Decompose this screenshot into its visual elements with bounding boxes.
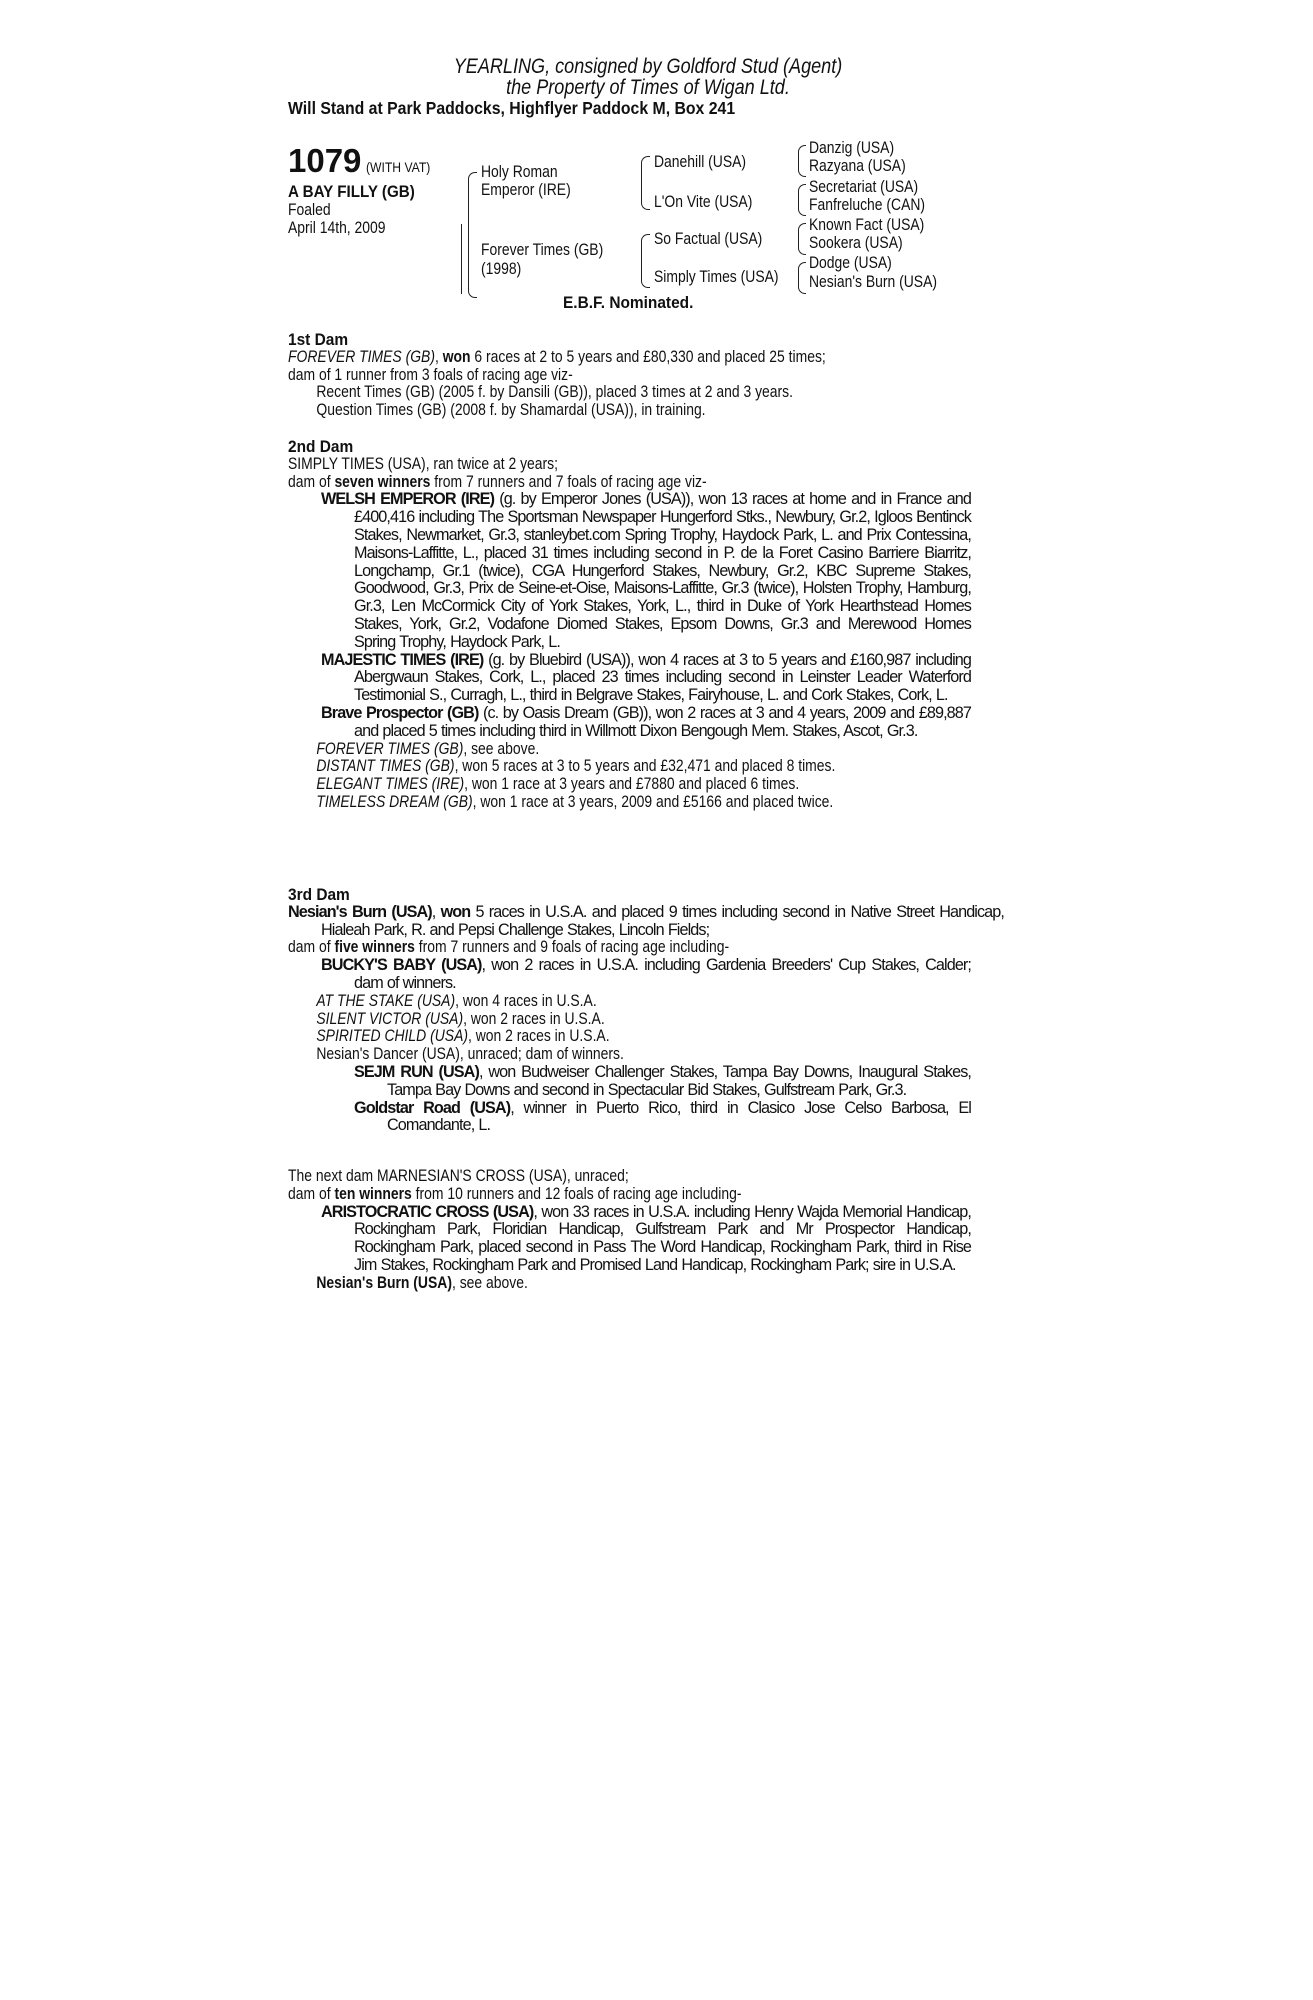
- horse-record: (c. by Oasis Dream (GB)), won 2 races at 3 and 4 years, 2009 and £89,887 and placed 5 times including third in Willmott Dixon Bengough Mem. Stakes, Ascot, Gr.3.: [354, 703, 971, 740]
- horse-record: , winner in Puerto Rico, third in Clasico Jose Celso Barbosa, El Comandante, L.: [387, 1098, 971, 1135]
- pedigree: [288, 139, 1008, 294]
- dam-of-text: dam of: [288, 938, 335, 957]
- gen3-7: Dodge (USA): [809, 254, 892, 272]
- horse-name: BUCKY'S BABY (USA): [321, 956, 482, 975]
- horse-name: ARISTOCRATIC CROSS (USA): [321, 1202, 534, 1221]
- third-dam-section: [288, 886, 1004, 1135]
- dam-sire: So Factual (USA): [654, 230, 763, 248]
- progeny-row: [288, 1028, 904, 1046]
- consignor-line: YEARLING, consigned by Goldford Stud (Agent): [453, 55, 843, 78]
- dam-of-text: dam of: [288, 472, 335, 491]
- horse-record: , won 2 races in U.S.A.: [463, 1009, 605, 1028]
- horse-name: TIMELESS DREAM (GB): [316, 792, 473, 811]
- first-dam-name: FOREVER TIMES (GB): [288, 347, 435, 366]
- progeny-entry: [321, 705, 971, 741]
- horse-name: MAJESTIC TIMES (IRE): [321, 650, 484, 669]
- horse-record: , won 2 races in U.S.A. including Gardenia Breeders' Cup Stakes, Calder; dam of winners.: [354, 956, 972, 992]
- horse-name: Goldstar Road (USA): [354, 1098, 511, 1117]
- next-dam-dam-of: [288, 1186, 875, 1204]
- pedigree-bracket: [468, 172, 477, 298]
- vat-label: (WITH VAT): [365, 160, 431, 175]
- progeny-row: [288, 993, 904, 1011]
- progeny-row: [288, 1275, 875, 1293]
- progeny-entry: [321, 491, 971, 651]
- progeny-row: [288, 1011, 904, 1029]
- winners-count: five winners: [334, 938, 415, 957]
- progeny-row: [288, 758, 875, 776]
- horse-name: Nesian's Burn (USA): [316, 1273, 452, 1292]
- progeny-row: [288, 776, 875, 794]
- winners-count: ten winners: [334, 1184, 412, 1203]
- first-dam-section: [288, 331, 913, 420]
- progeny-entry: [321, 1204, 971, 1275]
- gen3-6: Sookera (USA): [809, 234, 903, 252]
- horse-record: (g. by Emperor Jones (USA)), won 13 races at home and in France and £400,416 including The Sportsman Newspaper Hungerford Stks., Newbury, Gr.2, Igloos Bentinck Stakes, Newmarket, Gr.3, stanleybet.com Spring Trophy, Haydock Park, L. and Prix Contessina, Maisons-Laffitte, L., placed 31 times including second in P. de la Foret Casino Barriere Biarritz, Longchamp, Gr.1 (twice), CGA Hungerford Stakes, Newbury, Gr.2, KBC Supreme Stakes, Goodwood, Gr.3, Prix de Seine-et-Oise, Maisons-Laffitte, Gr.3 (twice), Holsten Trophy, Hamburg, Gr.3, Len McCormick City of York Stakes, York, L., third in Duke of York Hearthstead Homes Stakes, York, Gr.2, Vodafone Diomed Stakes, Epsom Downs, Gr.3 and Merewood Homes Spring Trophy, Haydock Park, L.: [354, 490, 971, 651]
- horse-record: , won 5 races at 3 to 5 years and £32,471 and placed 8 times.: [454, 757, 836, 776]
- horse-record: , see above.: [463, 739, 540, 758]
- horse-record: , won 2 races in U.S.A.: [467, 1027, 610, 1046]
- third-dam-dam-of: [288, 939, 904, 957]
- pedigree-bracket: [798, 145, 806, 177]
- foaled-label: Foaled: [288, 200, 331, 219]
- progeny-entry: [321, 957, 971, 993]
- gen3-5: Known Fact (USA): [809, 216, 925, 234]
- progeny-row: [288, 741, 875, 759]
- progeny-row: Question Times (GB) (2008 f. by Shamardal (USA)), in training.: [316, 401, 706, 420]
- horse-name: FOREVER TIMES (GB): [316, 739, 464, 758]
- horse-record: (g. by Bluebird (USA)), won 4 races at 3 to 5 years and £160,987 including Abergwaun Stakes, Cork, L., placed 23 times including second in Leinster Leader Waterford Testimonial S., Curragh, L., third in Belgrave Stakes, Fairyhouse, L. and Cork Stakes, Cork, L.: [354, 650, 971, 705]
- dam-year: (1998): [481, 260, 522, 278]
- second-dam-heading: 2nd Dam: [288, 437, 354, 456]
- dam-of-text: from 7 runners and 9 foals of racing age including-: [414, 938, 730, 957]
- next-dam-section: [288, 1168, 971, 1293]
- pedigree-bracket: [798, 184, 806, 216]
- won-label: won: [440, 902, 471, 921]
- progeny-entry: [321, 652, 971, 705]
- horse-name: SEJM RUN (USA): [354, 1062, 479, 1081]
- lot-number: 1079: [288, 142, 362, 179]
- progeny-entry: [354, 1064, 971, 1100]
- horse-record: , won Budweiser Challenger Stakes, Tampa Bay Downs, Inaugural Stakes, Tampa Bay Downs and second in Spectacular Bid Stakes, Gulfstream Park, Gr.3.: [387, 1062, 971, 1099]
- horse-name: DISTANT TIMES (GB): [316, 757, 455, 776]
- first-dam-record: FOREVER TIMES (GB), won 6 races at 2 to 5 years and £80,330 and placed 25 times;: [288, 347, 826, 366]
- third-dam-record: Nesian's Burn (USA), won 5 races in U.S.A. and placed 9 times including second in Native Street Handicap, Hialeah Park, R. and Pepsi Challenge Stakes, Lincoln Fields;: [288, 902, 1004, 939]
- progeny-row: Recent Times (GB) (2005 f. by Dansili (GB)), placed 3 times at 2 and 3 years.: [316, 383, 793, 402]
- foaled-date: April 14th, 2009: [288, 218, 386, 237]
- sire-dam: L'On Vite (USA): [654, 193, 753, 211]
- location-line: Will Stand at Park Paddocks, Highflyer Paddock M, Box 241: [288, 98, 736, 118]
- horse-name: AT THE STAKE (USA): [316, 991, 456, 1010]
- horse-name: ELEGANT TIMES (IRE): [316, 775, 465, 794]
- sire-sire: Danehill (USA): [654, 153, 747, 171]
- first-dam-text: 6 races at 2 to 5 years and £80,330 and placed 25 times;: [470, 347, 826, 366]
- first-dam-heading: 1st Dam: [288, 330, 349, 349]
- horse-record: 5 races in U.S.A. and placed 9 times including second in Native Street Handicap, Hialeah Park, R. and Pepsi Challenge Stakes, Lincoln Fields;: [321, 902, 1004, 939]
- winners-count: seven winners: [334, 472, 431, 491]
- horse-record: , won 1 race at 3 years, 2009 and £5166 and placed twice.: [472, 792, 834, 811]
- horse-record: , won 33 races in U.S.A. including Henry Wajda Memorial Handicap, Rockingham Park, Floridian Handicap, Gulfstream Park and Mr Prospector Handicap, Rockingham Park, placed second in Pass The Word Handicap, Rockingham Park, third in Rise Jim Stakes, Rockingham Park and Promised Land Handicap, Rockingham Park; sire in U.S.A.: [354, 1202, 971, 1274]
- second-dam-name: SIMPLY TIMES (USA), ran twice at 2 years;: [288, 454, 559, 473]
- horse-name: SPIRITED CHILD (USA): [316, 1027, 468, 1046]
- sire-name-cont: Emperor (IRE): [481, 181, 571, 199]
- horse-name: Brave Prospector (GB): [321, 703, 479, 722]
- gen3-8: Nesian's Burn (USA): [809, 273, 937, 291]
- horse-name: SILENT VICTOR (USA): [316, 1009, 464, 1028]
- gen3-3: Secretariat (USA): [809, 178, 919, 196]
- next-dam-line: The next dam MARNESIAN'S CROSS (USA), unraced;: [288, 1167, 629, 1185]
- horse-name: Nesian's Burn (USA): [288, 902, 432, 921]
- third-dam-heading: 3rd Dam: [288, 885, 350, 904]
- lot-description: A BAY FILLY (GB): [288, 183, 415, 201]
- dam-name: Forever Times (GB): [481, 241, 604, 259]
- horse-name: WELSH EMPEROR (IRE): [321, 490, 495, 509]
- progeny-row: [288, 794, 875, 812]
- gen3-2: Razyana (USA): [809, 157, 906, 175]
- dam-dam: Simply Times (USA): [654, 268, 779, 286]
- won-label: won: [442, 347, 471, 366]
- first-dam-dam-of: dam of 1 runner from 3 foals of racing age viz-: [288, 365, 573, 384]
- ebf-nominated: E.B.F. Nominated.: [563, 293, 694, 312]
- pedigree-bracket: [641, 156, 650, 210]
- dam-of-text: dam of: [288, 1184, 335, 1203]
- gen3-1: Danzig (USA): [809, 139, 895, 157]
- pedigree-bracket: [798, 262, 806, 294]
- horse-record: , see above.: [451, 1273, 528, 1292]
- owner-line: the Property of Times of Wigan Ltd.: [506, 76, 790, 99]
- dam-of-text: from 10 runners and 12 foals of racing age including-: [411, 1184, 742, 1203]
- progeny-entry: [354, 1100, 971, 1136]
- progeny-row: Nesian's Dancer (USA), unraced; dam of winners.: [316, 1045, 624, 1064]
- pedigree-bracket: [798, 223, 806, 255]
- second-dam-dam-of: [288, 474, 875, 492]
- horse-record: , won 1 race at 3 years and £7880 and placed 6 times.: [464, 775, 800, 794]
- sire-name: Holy Roman: [481, 163, 558, 181]
- horse-record: , won 4 races in U.S.A.: [455, 991, 597, 1010]
- pedigree-bracket: [641, 234, 650, 288]
- dam-of-text: from 7 runners and 7 foals of racing age viz-: [430, 472, 707, 491]
- gen3-4: Fanfreluche (CAN): [809, 196, 926, 214]
- second-dam-section: [288, 438, 971, 812]
